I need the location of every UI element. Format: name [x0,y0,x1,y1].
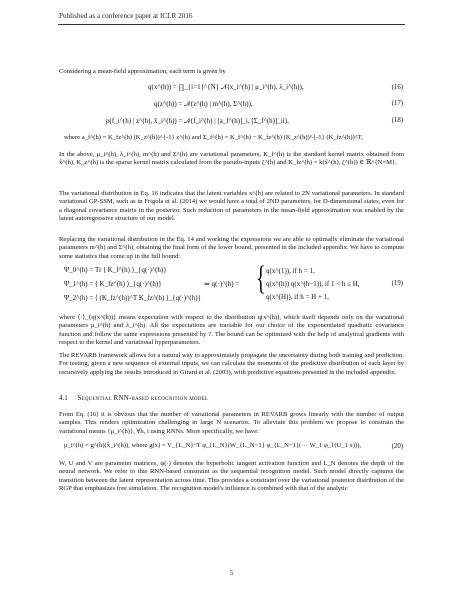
paragraph-intro: Considering a mean-field approximation, each term is given by [59,68,226,75]
equation-psi2: Ψ_2^(h) = ⟨ (K_fz^(h))^T K_fz^(h) ⟩_{q(·)^(h)} [64,294,201,302]
paragraph-expectations: where ⟨·⟩_{q(x^(h))} means expectation with respect to the distribution q(x^(h)), which itself depends only on the variational parameters μ_i^(h) and λ_i^(h). All the expectations are tractable for our choice of the exponentiated quadratic covariance function and follow the same expressions presented by ?. The bound can be optimized with the help of analytical gradients with respect to the kernel and variational hyperparameters. [59,314,404,347]
equation-16: q(x^(h)) = ∏_{i=1}^{N} 𝒩(x_i^(h) | μ_i^(h), λ_i^(h)), [148,83,304,91]
equation-number-17: (17) [391,100,403,107]
equation-case-1: q(x^(1)), if h = 1, [266,267,315,275]
equation-kernel-definitions: where a_f^(h) = K_fz^(h) (K_z^(h))^{-1} z^(h) and Σ_f^(h) = K_f^(h) − K_fz^(h) (K_z^(h))^{-1} (K_fz^(h))^T, [64,134,363,141]
section-title: Sequential RNN-based recognition model [77,394,209,402]
cases-brace: { [256,260,266,297]
paragraph-variational: The variational distribution in Eq. 16 indicates that the latent variables x^(h) are related to 2N variational parameters. In standard variational GP-SSM, such as in Frigola et al. (2014) we would have a total of 2ND parameters, for D-dimensional states, even for a diagonal covariance matrix in the posterior. Such reduction of parameters in the mean-field approximation was enabled by the latent autoregressive structure of our model. [59,190,404,223]
equation-psi1: Ψ_1^(h) = ⟨ K_fz^(h) ⟩_{q(·)^(h)} [64,280,162,288]
page-number: 5 [229,570,234,577]
equation-17: q(z^(h)) = 𝒩(z^(h) | m^(h), Σ^(h)), [154,100,253,108]
equation-20: μ_i^(h) = g^(h)(x̂_i^(h)), where g(x) = V_{L_N}^T φ_{L_N}(W_{L_N−1} φ_{L_N−1}(··· W_1 φ_1(U_1 x))), [64,442,362,449]
header-divider [58,24,405,25]
paragraph-scaling: From Eq. (16) it is obvious that the number of variational parameters in REVARB grows linearly with the number of output samples. This renders optimization challenging in large N scenarios. To alleviate this problem we propose to constrain the variational means {μ_i^(h)}, ∀h, i using RNNs. More specifically, we have: [59,411,404,435]
equation-psi0: Ψ_0^(h) = Tr ⟨ K_f^(h) ⟩_{q(·)^(h)} [64,266,167,274]
equation-number-18: (18) [391,117,403,124]
equation-case-3: q(x^(H)), if h = H + 1, [266,293,329,301]
paragraph-recognition-model: W, U and V are parameter matrices, φ(·) denotes the hyperbolic tangent activation function and L_N denotes the depth of the neural network. We refer to this RNN-based constraint as the sequential recognition model. Such model directly captures the transition between the latent representation across time. This provides a constraint over the variational posterior distribution of the RGP that emphasizes free simulation. The recognition model's influence is combined with that of the analytic [59,460,404,493]
equation-number-16: (16) [391,84,403,91]
running-header: Published as a conference paper at ICLR 2016 [59,12,193,20]
equation-number-20: (20) [391,443,403,450]
equation-case-2: q(x^(h)) q(x^(h−1)), if 1 < h ≤ H, [266,280,360,288]
paragraph-revarb: The REVARB framework allows for a natural way to approximately propagate the uncertainty during both training and prediction. For testing, given a new sequence of external inputs, we can calculate the moments of the predictive distribution of each layer by recursively applying the results introduced in Girard et al. (2003), with predictive equations presented in the included appendix. [59,352,404,376]
equation-arrow: ⇒ q(·)^(h) = [204,280,240,288]
paragraph-parameters: In the above, μ_i^(h), λ_i^(h), m^(h) and Σ^(h) are variational parameters, K_f^(h) is the standard kernel matrix obtained from x̂^(h), K_z^(h) is the sparse kernel matrix calculated from the pseudo-inputs ζ^(h) and K_fz^(h) = k(x̂^(h), ζ^(h)) ∈ ℝ^{N×M}. [59,151,404,167]
section-heading [59,394,208,402]
paragraph-replacing: Replacing the variational distribution in the Eq. 14 and working the expressions we are able to optimally eliminate the variational parameters m^(h) and Σ^(h), obtaining the final form of the lower bound, presented in the included appendix. We have to compute some statistics that come up in the full bound: [59,236,404,260]
equation-number-19: (19) [391,280,403,287]
equation-18: p(f_i^(h) | z^(h), x̂_i^(h)) = 𝒩(f_i^(h) | [a_f^(h)]_i, [Σ_f^(h)]_ii), [106,117,289,125]
section-number: 4.1 [59,394,68,402]
